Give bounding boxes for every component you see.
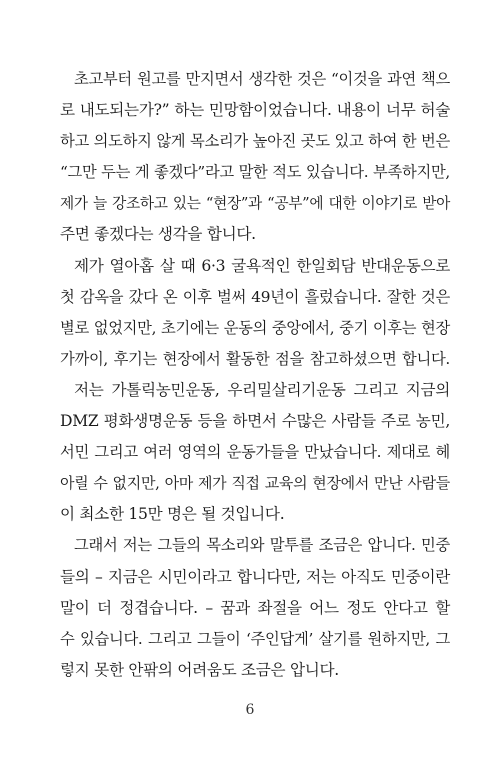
text-line: 주면 좋겠다는 생각을 합니다. [60, 225, 256, 244]
text-line: 들의 – 지금은 시민이라고 합니다만, 저는 아직도 민중이란 [60, 567, 450, 586]
text-line: 이 최소한 15만 명은 될 것입니다. [60, 505, 285, 524]
text-line: 렇지 못한 안팎의 어려움도 조금은 압니다. [60, 660, 339, 679]
text-line: 서민 그리고 여러 영역의 운동가들을 만났습니다. 제대로 헤 [60, 443, 450, 462]
text-line: 수 있습니다. 그리고 그들이 ‘주인답게’ 살기를 원하지만, 그 [60, 629, 450, 648]
text-line: DMZ 평화생명운동 등을 하면서 수많은 사람들 주로 농민, [60, 412, 450, 431]
text-line: 그래서 저는 그들의 목소리와 말투를 조금은 압니다. 민중 [74, 536, 450, 555]
text-line: 별로 없었지만, 초기에는 운동의 중앙에서, 중기 이후는 현장 [60, 318, 450, 337]
text-line: 아릴 수 없지만, 아마 제가 직접 교육의 현장에서 만난 사람들 [60, 474, 450, 493]
text-line: 말이 더 정겹습니다. – 꿈과 좌절을 어느 정도 안다고 할 [60, 598, 450, 617]
page-number: 6 [245, 702, 255, 718]
text-line: 제가 늘 강조하고 있는 “현장”과 “공부”에 대한 이야기로 받아 [60, 195, 450, 213]
text-line: 저는 가톨릭농민운동, 우리밀살리기운동 그리고 지금의 [74, 380, 450, 399]
text-line: “그만 두는 게 좋겠다”라고 말한 적도 있습니다. 부족하지만, [60, 163, 450, 182]
text-line: 하고 의도하지 않게 목소리가 높아진 곳도 있고 하여 한 번은 [60, 132, 450, 151]
text-line: 로 내도되는가?” 하는 민망함이었습니다. 내용이 너무 허술 [60, 101, 450, 120]
body-text [60, 64, 450, 686]
text-line: 첫 감옥을 갔다 온 이후 벌써 49년이 흘렀습니다. 잘한 것은 [60, 287, 450, 306]
text-line: 초고부터 원고를 만지면서 생각한 것은 “이것을 과연 책으 [74, 70, 450, 88]
text-line: 제가 열아홉 살 때 6·3 굴욕적인 한일회담 반대운동으로 [74, 256, 450, 275]
text-line: 가까이, 후기는 현장에서 활동한 점을 참고하셨으면 합니다. [60, 349, 450, 368]
